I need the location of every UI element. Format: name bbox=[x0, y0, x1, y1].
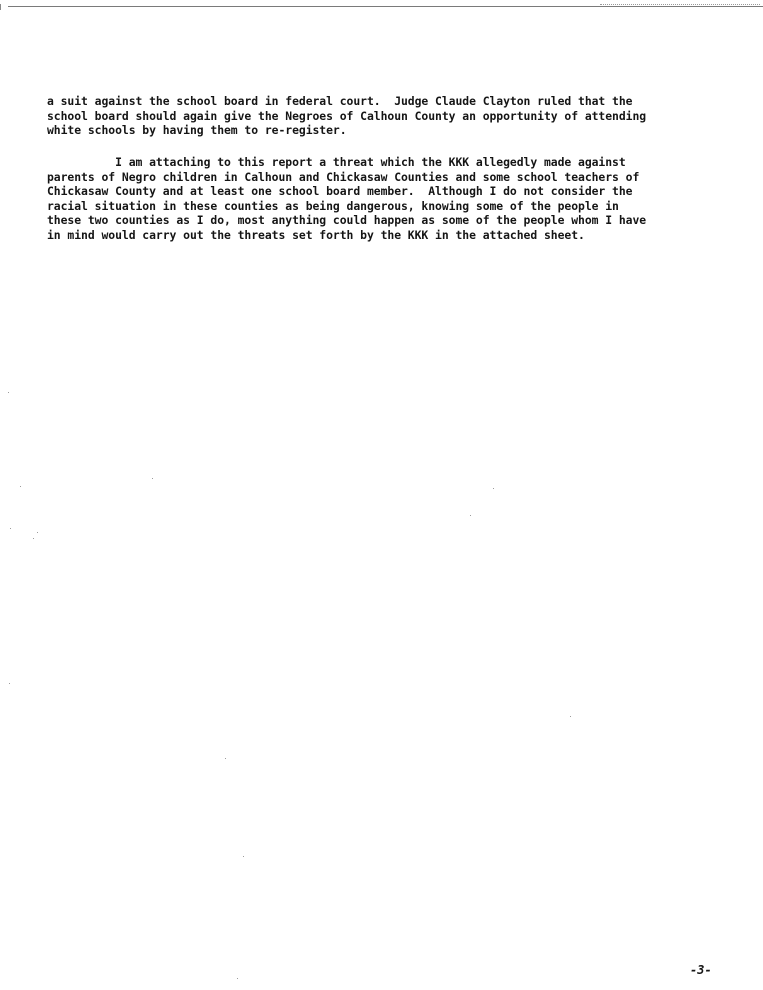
paragraph-2-line-2: parents of Negro children in Calhoun and Chickasaw Counties and some school teachers of bbox=[47, 169, 640, 184]
paragraph-2-line-5: these two counties as I do, most anything could happen as some of the people whom I have bbox=[47, 213, 647, 227]
paragraph-2-line-6: in mind would carry out the threats set forth by the KKK in the attached sheet. bbox=[47, 227, 585, 242]
scan-speck bbox=[33, 538, 34, 539]
top-edge-dotted-rule bbox=[600, 0, 760, 5]
paragraph-2 bbox=[47, 155, 727, 242]
scan-speck bbox=[225, 758, 226, 759]
scan-speck bbox=[152, 478, 153, 479]
scan-speck bbox=[237, 978, 238, 979]
scan-speck bbox=[243, 856, 244, 857]
paragraph-2-line-1: I am attaching to this report a threat which the KKK allegedly made against bbox=[47, 155, 626, 169]
paragraph-1-line-3: white schools by having them to re-register. bbox=[47, 123, 347, 137]
scan-speck bbox=[470, 515, 471, 516]
paragraph-1-line-1: a suit against the school board in federal court. Judge Claude Clayton ruled that the bbox=[47, 94, 633, 108]
scan-speck bbox=[493, 488, 494, 489]
left-edge-tick bbox=[0, 4, 4, 10]
scan-speck bbox=[37, 532, 38, 533]
paragraph-1-line-2: school board should again give the Negroes of Calhoun County an opportunity of attending bbox=[47, 108, 647, 123]
paragraph-1 bbox=[47, 94, 727, 138]
page-number: -3- bbox=[690, 963, 712, 977]
top-edge-rule bbox=[8, 6, 763, 7]
scan-speck bbox=[8, 392, 9, 393]
paragraph-2-line-3: Chickasaw County and at least one school board member. Although I do not consider the bbox=[47, 184, 633, 198]
scan-speck bbox=[9, 683, 10, 684]
paragraph-2-line-4: racial situation in these counties as being dangerous, knowing some of the people in bbox=[47, 198, 619, 213]
scan-speck bbox=[20, 486, 21, 487]
scan-speck bbox=[10, 528, 11, 529]
scan-speck bbox=[570, 716, 571, 717]
